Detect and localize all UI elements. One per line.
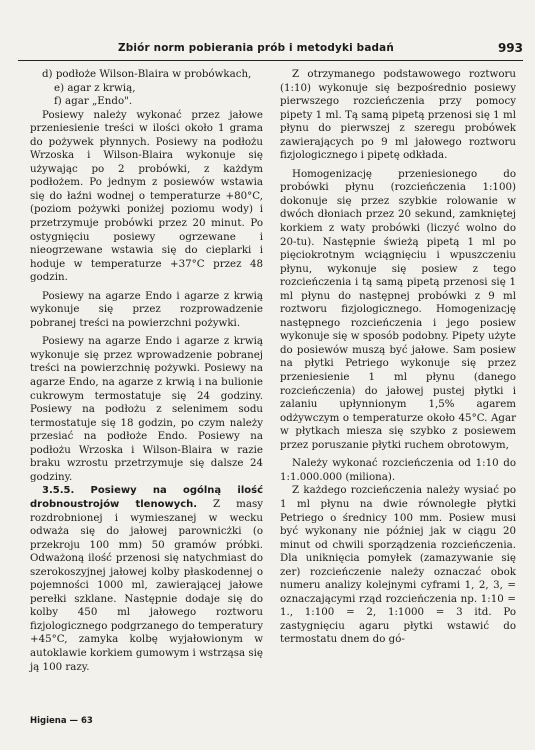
section-heading: 3.5.5. Posiewy na ogólną ilość drobnoustrojów tlenowych. [30, 485, 263, 510]
paragraph: Należy wykonać rozcieńczenia od 1:10 do 1:1.000.000 (miliona). [280, 457, 516, 483]
running-title: Zbiór norm pobierania prób i metodyki badań [118, 42, 394, 54]
section-paragraph [30, 484, 263, 674]
right-column [280, 68, 516, 647]
section-text: Z masy rozdrobnionej i wymieszanej w wecku odważa się do jałowej parownicżki (o przekroju 100 mm) 50 gramów próbki. Odważoną ilość przenosi się natychmiast do szerokoszyjnej jałowej kolby płaskodennej o pojemności 1000 ml, zawierającej jałowe perełki szklane. Następnie dodaje się do kolby 450 ml jałowego roztworu fizjologicznego podgrzanego do temperatury +45°C, zamyka kolbę wyjałowionym w autoklawie korkiem gumowym i wstrząsa się ją 100 razy. [30, 497, 263, 673]
list-item: f) agar „Endo". [54, 95, 133, 108]
left-column [30, 68, 263, 674]
paragraph: Posiewy na agarze Endo i agarze z krwią wykonuje się przez wprowadzenie pobranej treści na powierzchnię pożywki. Posiewy na agarze Endo, na agarze z krwią i na bulionie cukrowym termostatuje się 24 godziny. Posiewy na podłożu z selenimem sodu termostatuje się 18 godzin, po czym należy przesiać na podłoże Endo. Posiewy na podłożu Wrzoska i Wilson-Blaira w razie braku wzrostu przetrzymuje się dalsze 24 godziny. [30, 335, 263, 483]
signature-mark: Higiena — 63 [30, 716, 93, 726]
paragraph: Posiewy na agarze Endo i agarze z krwią wykonuje się przez rozprowadzenie pobranej treści na powierzchni pożywki. [30, 289, 263, 329]
paragraph: Z otrzymanego podstawowego roztworu (1:10) wykonuje się bezpośrednio posiewy pierwszego rozcieńczenia przy pomocy pipety 1 ml. Tą samą pipetą przenosi się 1 ml płynu do pierwszej z szeregu probówek zawierających po 9 ml jałowego roztworu fizjologicznego i pipetę odkłada. [280, 68, 516, 162]
paragraph: Z każdego rozcieńczenia należy wysiać po 1 ml płynu na dwie równoległe płytki Petriego o średnicy 100 mm. Posiew musi być wykonany nie później jak w ciągu 20 minut od chwili sporządzenia rozcieńczenia. Dla uniknięcia pomyłek (zamazywanie się zer) rozcieńczenie należy oznaczać obok numeru analizy kolejnymi cyframi 1, 2, 3, = oznaczającymi rząd rozcieńczenia np. 1:10 = 1., 1:100 = 2, 1:1000 = 3 itd. Po zastygnięciu agaru płytki wstawić do termostatu dnem do gó- [280, 484, 516, 646]
list-item: e) agar z krwią, [54, 81, 136, 94]
running-header [18, 40, 523, 61]
paragraph: Homogenizację przeniesionego do probówki płynu (rozcieńczenia 1:100) dokonuje się przez szybkie rolowanie w dwóch dłoniach przez 20 sekund, zamkniętej korkiem z waty probówki (liczyć wolno do 20-tu). Następnie świeżą pipetą 1 ml po pięciokrotnym wciągnięciu i wpuszczeniu płynu, wykonuje się posiew z tego rozcieńczenia i tą samą pipetą przenosi się 1 ml płynu do następnej probówki z 9 ml roztworu fizjologicznego. Homogenizację następnego rozcieńczenia i jego posiew wykonuje się w sposób podobny. Pipety użyte do posiewów muszą być jałowe. Sam posiew na płytki Petriego wykonuje się przez przeniesienie 1 ml płynu (danego rozcieńczenia) do jałowej pustej płytki i zalaniu upłynnionym 1,5% agarem odżywczym o temperaturze około 45°C. Agar w płytkach miesza się szybko z posiewem przez poruszanie płytki ruchem obrotowym, [280, 167, 516, 451]
page-number: 993 [497, 41, 523, 55]
list-item: d) podłoże Wilson-Blaira w probówkach, [42, 68, 252, 80]
paragraph: Posiewy należy wykonać przez jałowe przeniesienie treści w ilości około 1 grama do pożywek płynnych. Posiewy na podłożu Wrzoska i Wilson-Blaira wykonuje się używając po 2 probówki, z każdym podłożem. Po jednym z posiewów wstawia się do łaźni wodnej o temperaturze +80°C, (poziom pożywki poniżej poziomu wody) i przetrzymuje probówki przez 20 minut. Po ostygnięciu posiewy ogrzewane i nieogrzewane wstawia się do cieplarki i hoduje w temperaturze +37°C przez 48 godzin. [30, 108, 263, 284]
